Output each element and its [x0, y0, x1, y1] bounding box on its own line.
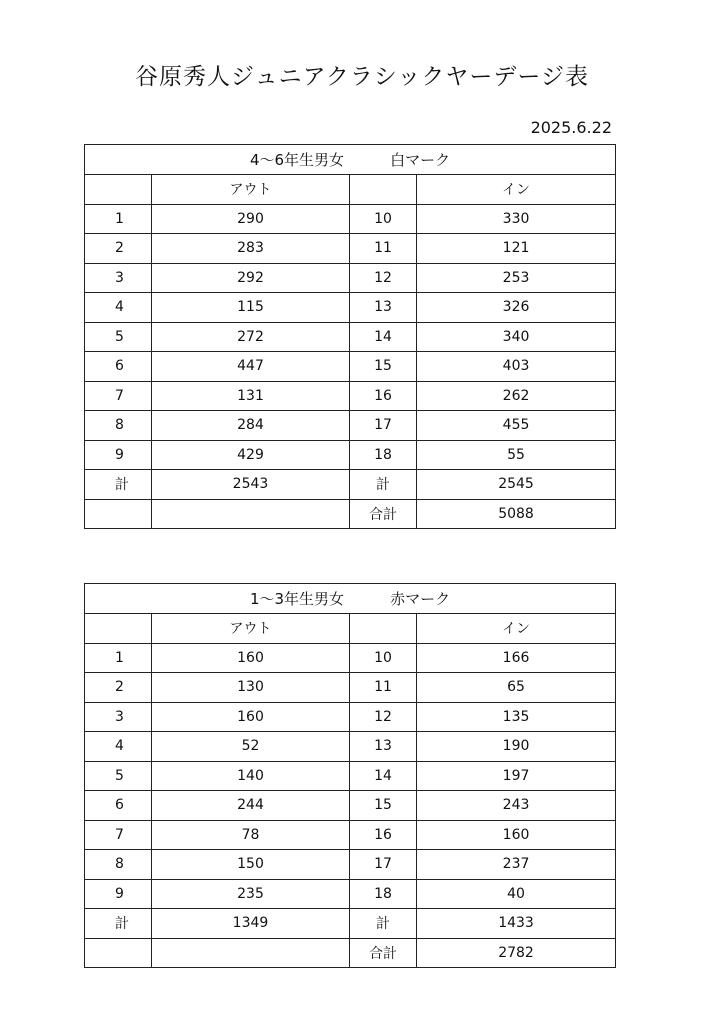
- in-hole-number: 17: [350, 850, 417, 880]
- empty-cell: [85, 938, 152, 968]
- in-hole-number: 14: [350, 322, 417, 352]
- table-row: [85, 234, 616, 264]
- header-blank-cell: [85, 614, 152, 644]
- table-row: [85, 791, 616, 821]
- table-row: [85, 879, 616, 909]
- empty-cell: [85, 499, 152, 529]
- header-blank-cell: [85, 175, 152, 205]
- table-row: [85, 850, 616, 880]
- tee-mark-label: 赤マーク: [390, 590, 451, 608]
- in-hole-number: 16: [350, 820, 417, 850]
- out-hole-number: 4: [85, 732, 152, 762]
- out-yardage: 292: [152, 263, 350, 293]
- document-date: 2025.6.22: [530, 118, 612, 137]
- out-yardage: 160: [152, 643, 350, 673]
- in-yardage: 237: [417, 850, 616, 880]
- in-hole-number: 12: [350, 263, 417, 293]
- in-hole-number: 18: [350, 440, 417, 470]
- table-caption: [85, 584, 616, 614]
- empty-cell: [152, 938, 350, 968]
- table-row: [85, 322, 616, 352]
- table-row: [85, 293, 616, 323]
- in-yardage: 403: [417, 352, 616, 382]
- grade-label: 1～3年生男女: [249, 590, 345, 608]
- out-yardage: 115: [152, 293, 350, 323]
- out-yardage: 150: [152, 850, 350, 880]
- in-yardage: 330: [417, 204, 616, 234]
- grand-total-label: 合計: [350, 499, 417, 529]
- in-yardage: 326: [417, 293, 616, 323]
- table-row: [85, 761, 616, 791]
- out-hole-number: 1: [85, 643, 152, 673]
- table-row: [85, 411, 616, 441]
- out-yardage: 272: [152, 322, 350, 352]
- grand-total-value: 5088: [417, 499, 616, 529]
- in-subtotal-label: 計: [350, 909, 417, 939]
- subtotal-row: [85, 909, 616, 939]
- in-hole-number: 10: [350, 204, 417, 234]
- out-subtotal-value: 2543: [152, 470, 350, 500]
- table-row: [85, 204, 616, 234]
- in-subtotal-value: 1433: [417, 909, 616, 939]
- grand-total-value: 2782: [417, 938, 616, 968]
- in-hole-number: 14: [350, 761, 417, 791]
- header-blank-cell: [350, 175, 417, 205]
- header-blank-cell: [350, 614, 417, 644]
- out-header: アウト: [152, 614, 350, 644]
- table-row: [85, 643, 616, 673]
- in-hole-number: 15: [350, 791, 417, 821]
- out-hole-number: 3: [85, 263, 152, 293]
- in-hole-number: 11: [350, 673, 417, 703]
- out-yardage: 283: [152, 234, 350, 264]
- grand-total-label: 合計: [350, 938, 417, 968]
- out-yardage: 284: [152, 411, 350, 441]
- in-hole-number: 16: [350, 381, 417, 411]
- out-hole-number: 3: [85, 702, 152, 732]
- table-row: [85, 352, 616, 382]
- out-hole-number: 6: [85, 791, 152, 821]
- out-hole-number: 7: [85, 381, 152, 411]
- out-hole-number: 6: [85, 352, 152, 382]
- in-yardage: 190: [417, 732, 616, 762]
- grade-label: 4～6年生男女: [249, 151, 345, 169]
- out-hole-number: 5: [85, 322, 152, 352]
- subtotal-row: [85, 470, 616, 500]
- table-row: [85, 702, 616, 732]
- grand-total-row: [85, 499, 616, 529]
- in-yardage: 65: [417, 673, 616, 703]
- out-subtotal-label: 計: [85, 470, 152, 500]
- table-row: [85, 263, 616, 293]
- out-hole-number: 8: [85, 850, 152, 880]
- out-yardage: 160: [152, 702, 350, 732]
- out-hole-number: 2: [85, 673, 152, 703]
- table-row: [85, 820, 616, 850]
- in-yardage: 121: [417, 234, 616, 264]
- empty-cell: [152, 499, 350, 529]
- in-header: イン: [417, 175, 616, 205]
- out-yardage: 290: [152, 204, 350, 234]
- in-hole-number: 11: [350, 234, 417, 264]
- out-hole-number: 9: [85, 879, 152, 909]
- table-caption-row: [85, 145, 616, 175]
- in-hole-number: 13: [350, 293, 417, 323]
- out-yardage: 130: [152, 673, 350, 703]
- in-subtotal-value: 2545: [417, 470, 616, 500]
- out-yardage: 235: [152, 879, 350, 909]
- table-caption: [85, 145, 616, 175]
- in-hole-number: 18: [350, 879, 417, 909]
- grand-total-row: [85, 938, 616, 968]
- out-yardage: 429: [152, 440, 350, 470]
- table-caption-row: [85, 584, 616, 614]
- table-row: [85, 673, 616, 703]
- out-yardage: 244: [152, 791, 350, 821]
- in-yardage: 455: [417, 411, 616, 441]
- in-yardage: 40: [417, 879, 616, 909]
- in-yardage: 197: [417, 761, 616, 791]
- out-yardage: 447: [152, 352, 350, 382]
- yardage-table-white-mark: [84, 144, 616, 529]
- out-hole-number: 4: [85, 293, 152, 323]
- page-title: 谷原秀人ジュニアクラシックヤーデージ表: [135, 64, 589, 90]
- out-yardage: 52: [152, 732, 350, 762]
- in-yardage: 55: [417, 440, 616, 470]
- out-yardage: 131: [152, 381, 350, 411]
- in-yardage: 253: [417, 263, 616, 293]
- in-subtotal-label: 計: [350, 470, 417, 500]
- in-hole-number: 10: [350, 643, 417, 673]
- in-yardage: 166: [417, 643, 616, 673]
- in-hole-number: 17: [350, 411, 417, 441]
- out-subtotal-label: 計: [85, 909, 152, 939]
- out-hole-number: 2: [85, 234, 152, 264]
- in-yardage: 340: [417, 322, 616, 352]
- in-yardage: 243: [417, 791, 616, 821]
- out-header: アウト: [152, 175, 350, 205]
- out-subtotal-value: 1349: [152, 909, 350, 939]
- out-hole-number: 1: [85, 204, 152, 234]
- in-hole-number: 15: [350, 352, 417, 382]
- out-hole-number: 8: [85, 411, 152, 441]
- out-yardage: 78: [152, 820, 350, 850]
- in-hole-number: 12: [350, 702, 417, 732]
- yardage-table-red-mark: [84, 583, 616, 968]
- tee-mark-label: 白マーク: [390, 151, 451, 169]
- in-yardage: 160: [417, 820, 616, 850]
- in-hole-number: 13: [350, 732, 417, 762]
- out-yardage: 140: [152, 761, 350, 791]
- table-row: [85, 381, 616, 411]
- out-hole-number: 9: [85, 440, 152, 470]
- table-header-row: [85, 614, 616, 644]
- out-hole-number: 5: [85, 761, 152, 791]
- out-hole-number: 7: [85, 820, 152, 850]
- in-header: イン: [417, 614, 616, 644]
- table-row: [85, 732, 616, 762]
- in-yardage: 135: [417, 702, 616, 732]
- in-yardage: 262: [417, 381, 616, 411]
- table-header-row: [85, 175, 616, 205]
- table-row: [85, 440, 616, 470]
